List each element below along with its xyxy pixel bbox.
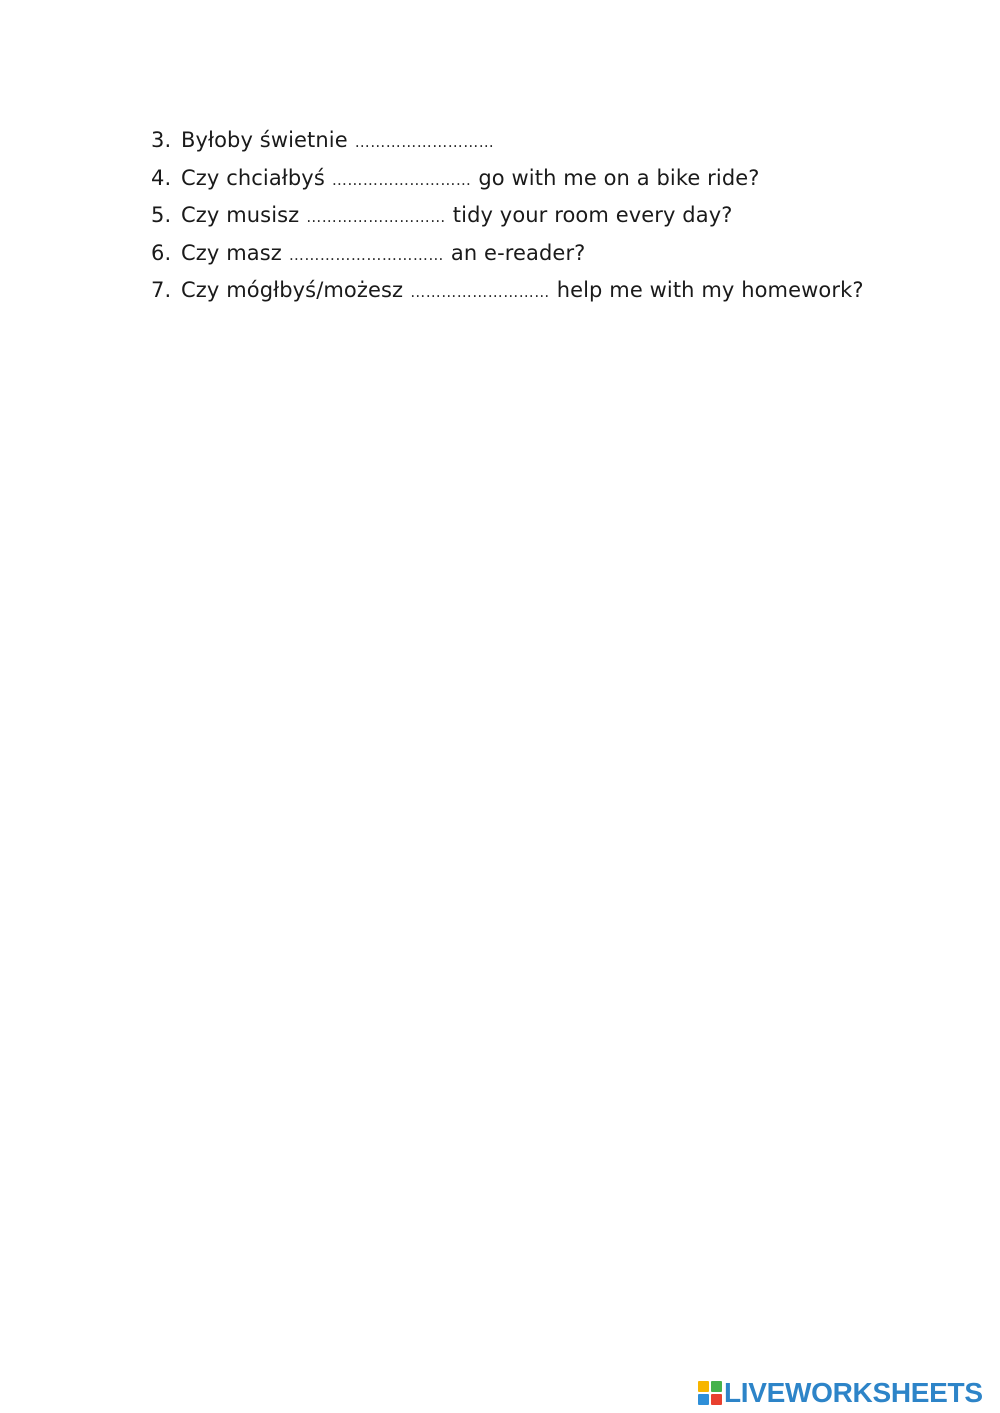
item-number: 7. <box>151 278 172 303</box>
item-prompt: Czy chciałbyś <box>181 165 325 190</box>
answer-blank: ……………………… <box>306 208 446 227</box>
item-continuation: tidy your room every day? <box>452 203 733 228</box>
exercise-item-6 <box>151 235 911 273</box>
answer-blank: ……………………… <box>410 283 550 302</box>
exercise-item-4 <box>151 160 911 198</box>
item-continuation: help me with my homework? <box>556 278 864 303</box>
answer-blank: ……………………… <box>331 170 472 189</box>
item-number: 6. <box>151 240 172 265</box>
item-prompt: Czy masz <box>181 240 282 265</box>
answer-blank: ……………………… <box>354 133 495 151</box>
item-continuation: go with me on a bike ride? <box>478 165 760 190</box>
liveworksheets-logo <box>698 1378 983 1408</box>
item-prompt: Czy mógłbyś/możesz <box>181 278 404 303</box>
liveworksheets-logo-icon <box>698 1381 722 1405</box>
item-continuation: an e-reader? <box>450 240 586 265</box>
exercise-item-7 <box>151 272 911 310</box>
exercise-item-5 <box>151 197 911 235</box>
logo-text: LIVEWORKSHEETS <box>724 1377 983 1408</box>
item-number: 4. <box>151 165 172 190</box>
exercise-item-3 <box>151 122 911 160</box>
item-prompt: Byłoby świetnie <box>181 128 348 152</box>
item-number: 5. <box>151 203 172 228</box>
answer-blank: ………………………… <box>288 245 444 264</box>
item-prompt: Czy musisz <box>181 203 300 228</box>
item-number: 3. <box>151 128 172 152</box>
worksheet-exercise-list <box>151 122 911 310</box>
